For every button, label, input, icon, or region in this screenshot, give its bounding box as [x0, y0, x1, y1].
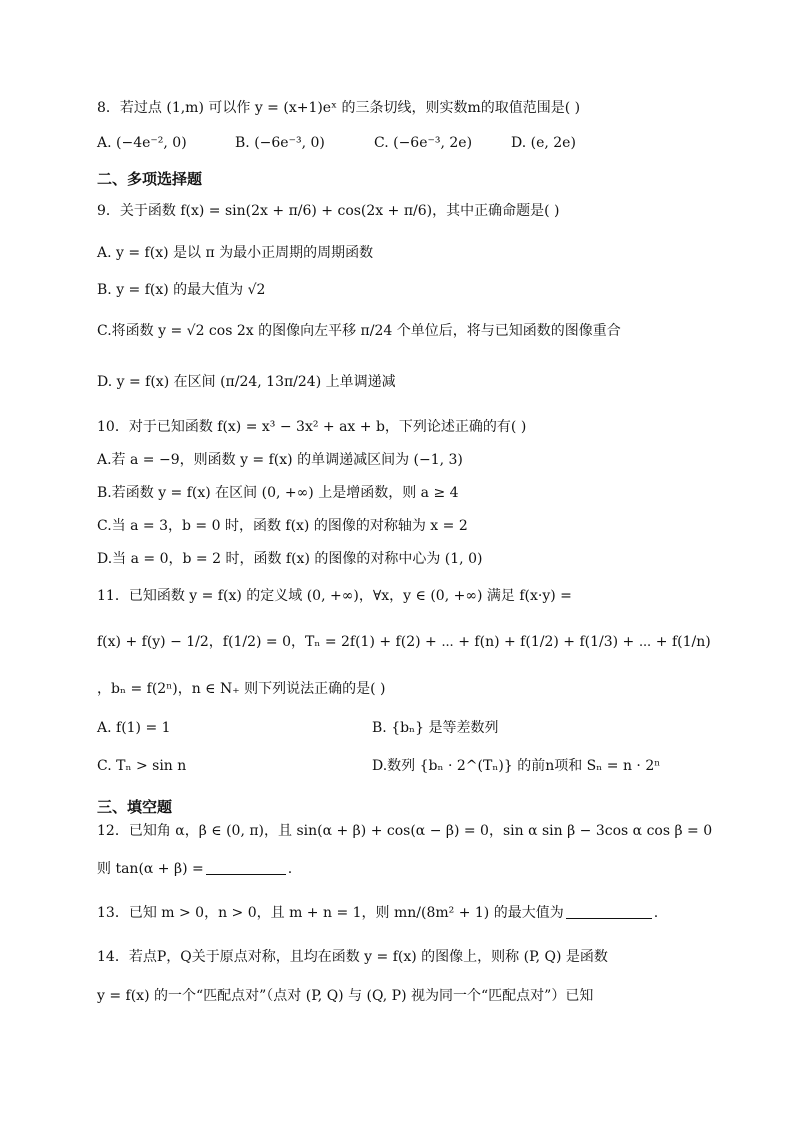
q8-option-c: C. (−6e⁻³, 2e)	[374, 135, 473, 151]
q10-option-b: B.若函数 y = f(x) 在区间 (0, +∞) 上是增函数，则 a ≥ 4	[97, 485, 459, 501]
q12-period: .	[287, 861, 293, 877]
q10-option-d: D.当 a = 0，b = 2 时，函数 f(x) 的图像的对称中心为 (1, 0)	[97, 551, 483, 567]
q9-stem: 9．关于函数 f(x) = sin(2x + π/6) + cos(2x + π/6)，其中正确命题是( )	[97, 203, 560, 219]
q8-option-d: D. (e, 2e)	[511, 135, 576, 151]
section-multiple-choice-heading: 二、多项选择题	[97, 170, 203, 188]
q11-option-b: B. {bₙ} 是等差数列	[372, 720, 499, 736]
q10-stem: 10．对于已知函数 f(x) = x³ − 3x² + ax + b，下列论述正确的有( )	[97, 419, 527, 435]
q13-answer-blank[interactable]	[566, 904, 652, 919]
section-fill-blank-heading: 三、填空题	[97, 798, 173, 816]
q10-option-c: C.当 a = 3，b = 0 时，函数 f(x) 的图像的对称轴为 x = 2	[97, 518, 468, 534]
q11-option-a: A. f(1) = 1	[97, 720, 171, 736]
q13-stem: 13．已知 m > 0，n > 0，且 m + n = 1，则 mn/(8m² + 1) 的最大值为	[97, 905, 564, 921]
q12-ask: 则 tan(α + β) =	[97, 861, 204, 877]
q13-line	[97, 903, 658, 923]
q11-option-c: C. Tₙ > sin n	[97, 758, 187, 774]
q14-line2: y = f(x) 的一个“匹配点对”（点对 (P, Q) 与 (Q, P) 视为同一个“匹配点对”）已知	[97, 988, 594, 1004]
q11-stem-line1: 11．已知函数 y = f(x) 的定义域 (0, +∞)，∀x，y ∈ (0, +∞) 满足 f(x·y) =	[97, 588, 572, 604]
q9-option-c: C.将函数 y = √2 cos 2x 的图像向左平移 π/24 个单位后，将与已知函数的图像重合	[97, 323, 621, 339]
q11-option-d: D.数列 {bₙ · 2^(Tₙ)} 的前n项和 Sₙ = n · 2ⁿ	[372, 758, 661, 774]
q9-option-a: A. y = f(x) 是以 π 为最小正周期的周期函数	[97, 245, 374, 261]
q8-option-a: A. (−4e⁻², 0)	[97, 135, 187, 151]
q8-option-b: B. (−6e⁻³, 0)	[235, 135, 325, 151]
q9-option-b: B. y = f(x) 的最大值为 √2	[97, 282, 266, 298]
q9-option-d: D. y = f(x) 在区间 (π/24, 13π/24) 上单调递减	[97, 374, 396, 390]
q12-answer-blank[interactable]	[206, 860, 286, 875]
q10-option-a: A.若 a = −9，则函数 y = f(x) 的单调递减区间为 (−1, 3)	[97, 452, 463, 468]
q14-line1: 14．若点P，Q关于原点对称，且均在函数 y = f(x) 的图像上，则称 (P, Q) 是函数	[97, 949, 608, 965]
q11-stem-line3: ，bₙ = f(2ⁿ)，n ∈ N₊ 则下列说法正确的是( )	[97, 681, 386, 697]
q12-stem: 12．已知角 α，β ∈ (0, π)，且 sin(α + β) + cos(α − β) = 0，sin α sin β − 3cos α cos β = 0	[97, 823, 713, 839]
q11-stem-line2: f(x) + f(y) − 1/2，f(1/2) = 0，Tₙ = 2f(1) + f(2) + ⋯ + f(n) + f(1/2) + f(1/3) + ⋯ + f(1/n)	[97, 634, 711, 650]
q13-period: .	[653, 905, 659, 921]
q12-answer-line	[97, 859, 292, 879]
q8-stem: 8．若过点 (1,m) 可以作 y = (x+1)eˣ 的三条切线，则实数m的取值范围是( )	[97, 100, 581, 116]
